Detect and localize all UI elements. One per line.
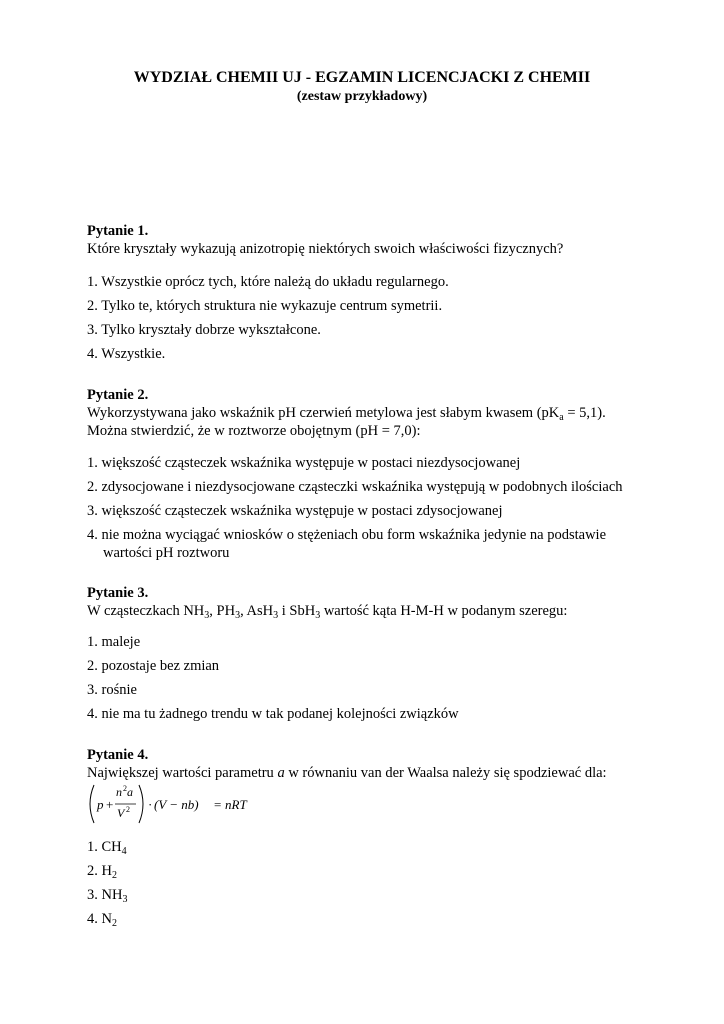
option-text: 1. CH [87,839,122,855]
question-3 [87,584,687,620]
question-4-option-3 [87,886,127,904]
question-2-option-4-continuation: wartości pH roztworu [103,545,230,561]
option-text: 3. NH [87,887,123,903]
question-4-param-a: a [277,765,285,781]
question-3-text-part: i SbH [278,603,316,619]
option-text: 2. H [87,863,112,879]
question-2 [87,386,687,440]
question-4-option-1 [87,838,127,856]
subscript: 3 [273,610,279,621]
question-1-option-4: 4. Wszystkie. [87,346,166,362]
formula-left-paren [90,785,94,823]
question-3-option-1: 1. maleje [87,634,141,650]
question-2-option-1: 1. większość cząsteczek wskaźnika występuje w postaci niezdysocjowanej [87,455,521,471]
question-3-option-3: 3. rośnie [87,682,137,698]
question-4-option-4 [87,910,117,928]
option-text: 4. N [87,911,112,927]
question-1-text: Które kryształy wykazują anizotropię niektórych swoich właściwości fizycznych? [87,241,564,257]
page-title: WYDZIAŁ CHEMII UJ - EGZAMIN LICENCJACKI Z CHEMII [133,69,591,86]
van-der-waals-equation [86,783,266,825]
formula-numerator-exp: 2 [123,784,127,793]
question-4 [87,746,687,782]
question-2-pka-subscript: a [559,412,564,423]
subscript: 3 [315,610,321,621]
subscript: 3 [235,610,241,621]
question-2-option-2: 2. zdysocjowane i niezdysocjowane cząsteczki wskaźnika występują w podobnych ilościach [87,479,623,495]
formula-right-paren [139,785,143,823]
question-1-option-1: 1. Wszystkie oprócz tych, które należą do układu regularnego. [87,274,449,290]
formula-plus: + [106,797,114,812]
question-4-text-b: w równaniu van der Waalsa należy się spodziewać dla: [284,765,607,781]
subscript: 4 [121,846,127,857]
question-2-option-3: 3. większość cząsteczek wskaźnika występuje w postaci zdysocjowanej [87,503,503,519]
question-3-text-part: , AsH [240,603,274,619]
question-2-text-line-1 [87,404,687,422]
question-3-text-part: wartość kąta H-M-H w podanym szeregu: [320,603,568,619]
subscript: 3 [122,894,128,905]
question-1-heading: Pytanie 1. [87,223,149,239]
formula-numerator-n: n [116,785,122,799]
question-4-heading: Pytanie 4. [87,747,149,763]
question-2-text-line-1b: = 5,1). [563,405,606,421]
question-2-option-4: 4. nie można wyciągać wniosków o stężeniach obu form wskaźnika jedynie na podstawie [87,527,607,543]
question-3-option-4: 4. nie ma tu żadnego trendu w tak podanej kolejności związków [87,706,459,722]
question-4-text-a: Największej wartości parametru [87,765,278,781]
question-4-option-2 [87,862,117,880]
question-1-option-3: 3. Tylko kryształy dobrze wykształcone. [87,322,321,338]
formula-rhs: nRT [225,797,247,812]
question-3-heading: Pytanie 3. [87,585,149,601]
question-2-text-line-1a: Wykorzystywana jako wskaźnik pH czerwień metylowa jest słabym kwasem (pK [87,405,560,421]
subscript: 3 [204,610,210,621]
formula-equals: = [214,797,222,812]
formula-numerator-a: a [127,785,133,799]
question-1-option-2: 2. Tylko te, których struktura nie wykazuje centrum symetrii. [87,298,443,314]
subscript: 2 [111,870,117,881]
question-3-text-part: W cząsteczkach NH [87,603,205,619]
question-3-text [87,602,687,620]
question-3-option-2: 2. pozostaje bez zmian [87,658,220,674]
page-subtitle: (zestaw przykładowy) [296,89,428,104]
subscript: 2 [111,918,117,929]
formula-middle-term: (V − nb) [154,797,199,812]
question-2-heading: Pytanie 2. [87,387,149,403]
question-2-text-line-2: Można stwierdzić, że w roztworze obojętnym (pH = 7,0): [87,423,421,439]
formula-denominator-exp: 2 [126,805,130,814]
formula-dot: · [148,797,153,812]
formula-denominator-v: V [117,806,125,820]
question-1 [87,222,687,258]
question-3-text-part: , PH [209,603,236,619]
formula-p: p [97,797,104,812]
question-4-text [87,764,687,782]
